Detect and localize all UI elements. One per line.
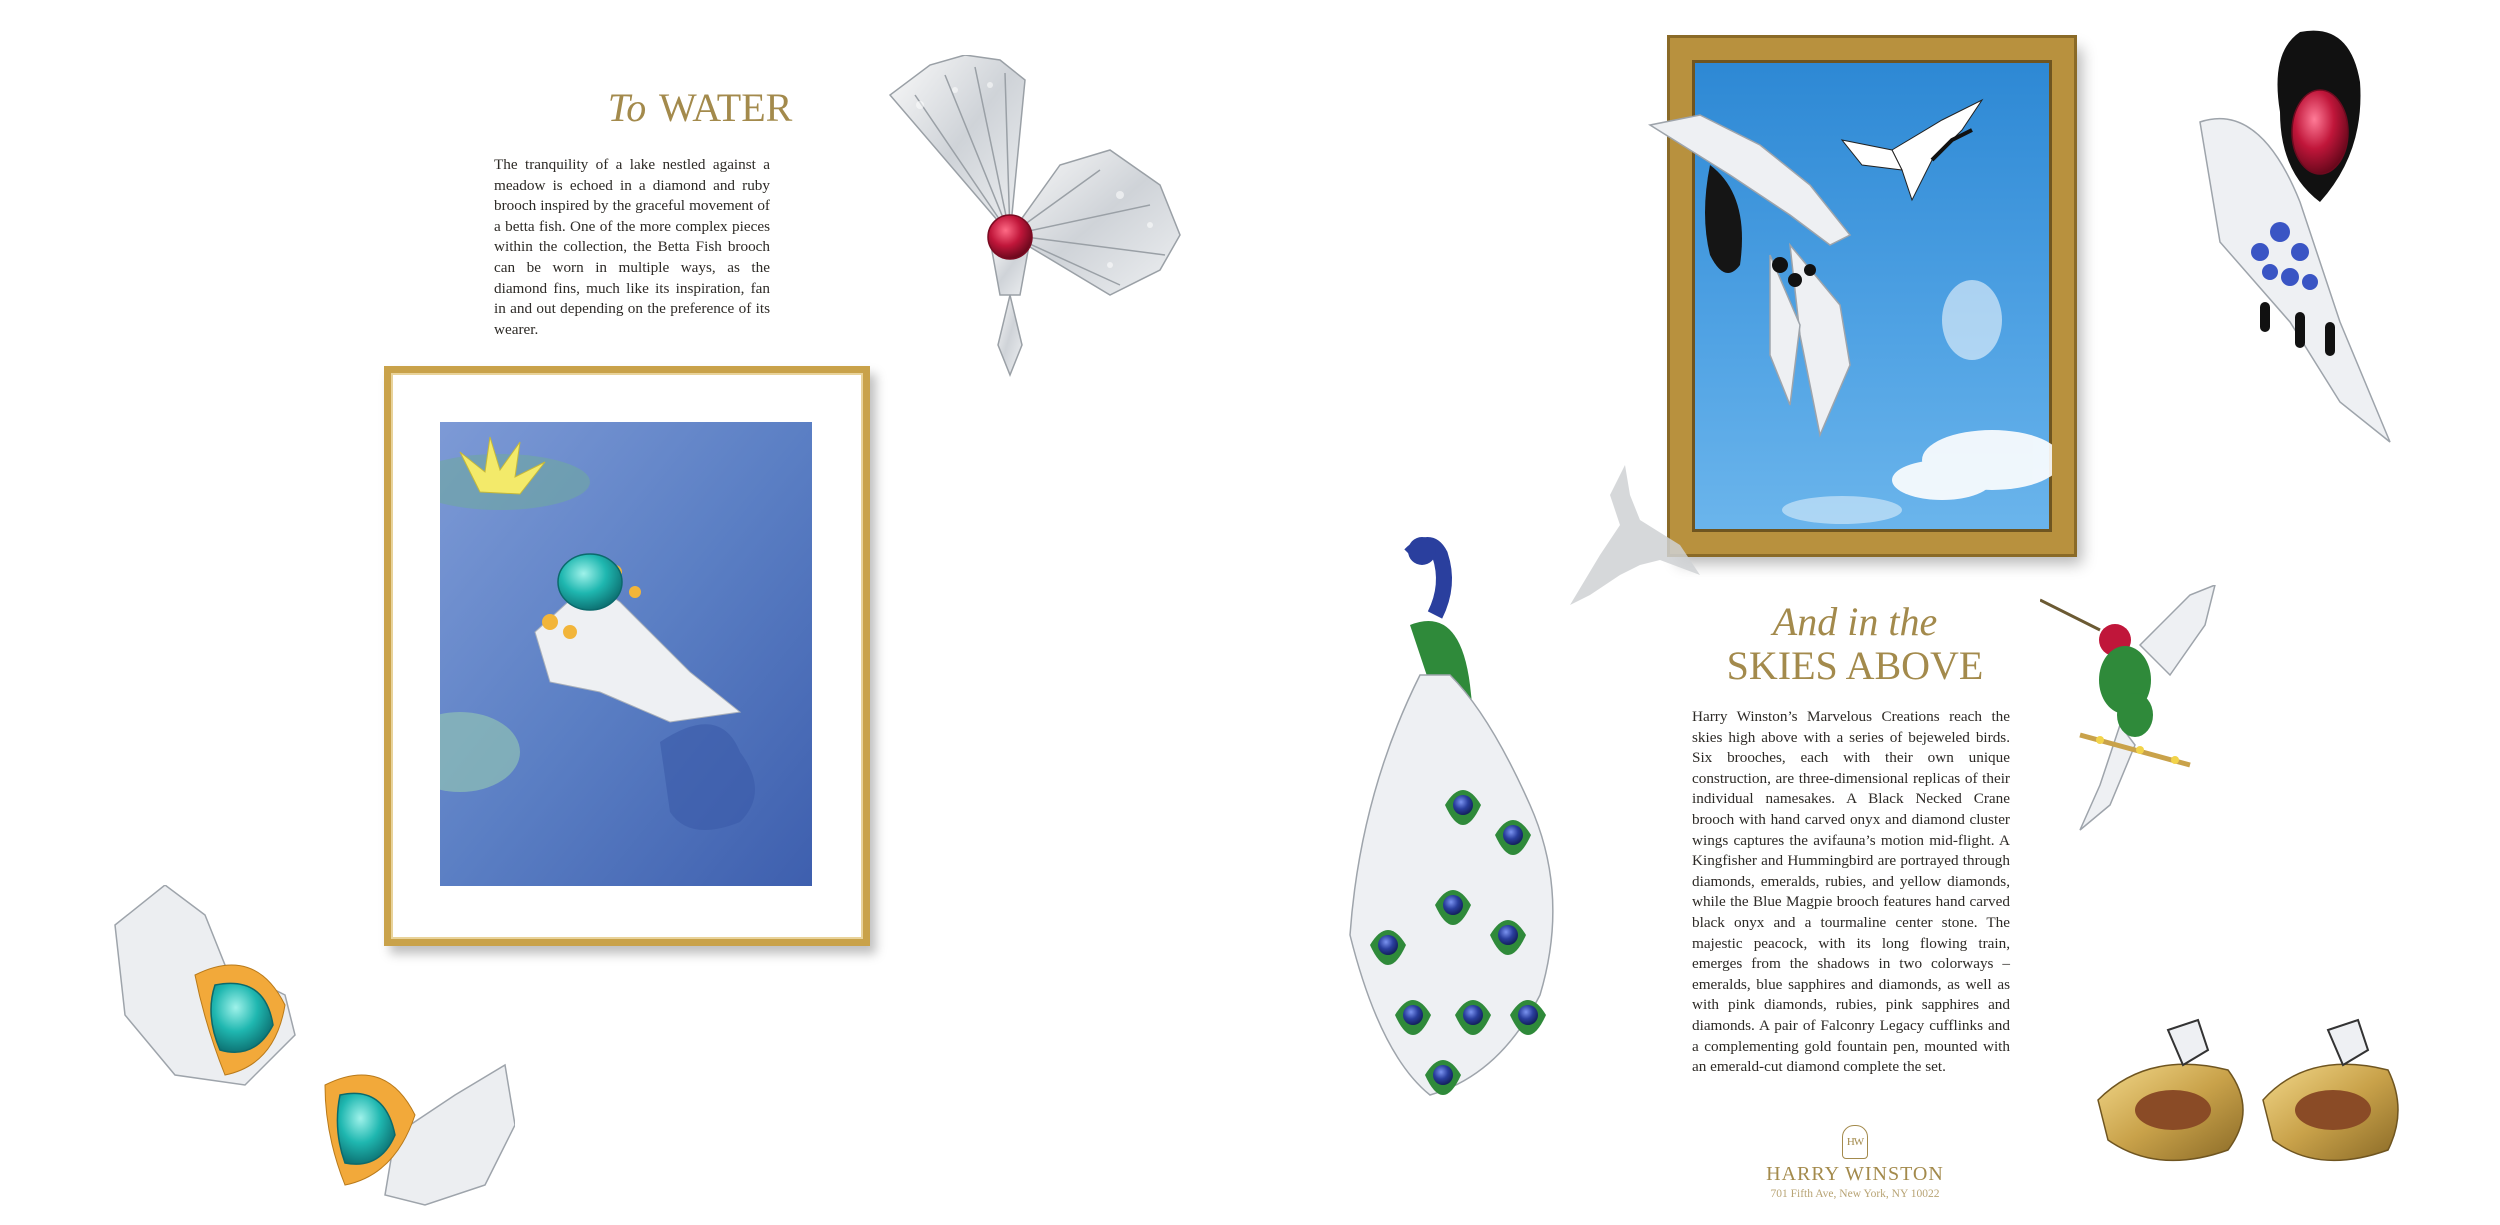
- right-heading: [1690, 600, 2020, 688]
- right-heading-italic: And in the: [1772, 599, 1938, 644]
- brand-block: [1740, 1125, 1970, 1200]
- left-paragraph: The tranquility of a lake nestled against a meadow is echoed in a diamond and ruby brooch inspired by the graceful movement of a betta fish. One of the more complex pieces within the collection, the Betta Fish brooch can be worn in multiple ways, as the diamond fins, much like its inspiration, fan in and out depending on the preference of its wearer.: [494, 156, 770, 338]
- brand-address: 701 Fifth Ave, New York, NY 10022: [1770, 1188, 1940, 1200]
- brand-monogram: HW: [1842, 1125, 1868, 1159]
- peacock-brooch-image: [1340, 515, 1600, 1115]
- paraiba-earrings-image: [95, 885, 515, 1210]
- betta-fish-brooch-image: [860, 55, 1190, 415]
- left-heading-caps: WATER: [658, 85, 793, 130]
- left-heading-italic: To: [607, 85, 647, 130]
- paraiba-ring-photo: [440, 422, 812, 886]
- blue-magpie-brooch-image: [2160, 22, 2400, 452]
- left-heading: [500, 84, 900, 131]
- ring-photo-frame: [384, 366, 870, 946]
- falconry-cufflinks-image: [2088, 1010, 2408, 1175]
- right-heading-caps: SKIES ABOVE: [1726, 643, 1984, 688]
- black-necked-crane-brooch-image: [1640, 105, 1880, 465]
- hummingbird-brooch-image: [2040, 585, 2220, 835]
- brand-name: HARRY WINSTON: [1766, 1163, 1944, 1185]
- right-paragraph: Harry Winston’s Marvelous Creations reach the skies high above with a series of bejeweled birds. Six brooches, each with their own unique construction, are three-dimensional replicas of their individual namesakes. A Black Necked Crane brooch with hand carved onyx and diamond cluster wings captures the avifauna’s motion mid-flight. A Kingfisher and Hummingbird are portrayed through diamonds, emeralds, rubies, and yellow diamonds, while the Blue Magpie brooch features hand carved black onyx and a tourmaline center stone. The majestic peacock, with its long flowing train, emerges from the shadows in two colorways – emeralds, blue sapphires and diamonds, as well as with pink diamonds, rubies, pink sapphires and diamonds. A pair of Falconry Legacy cufflinks and a complementing gold fountain pen, mounted with an emerald-cut diamond complete the set.: [1692, 708, 2010, 1076]
